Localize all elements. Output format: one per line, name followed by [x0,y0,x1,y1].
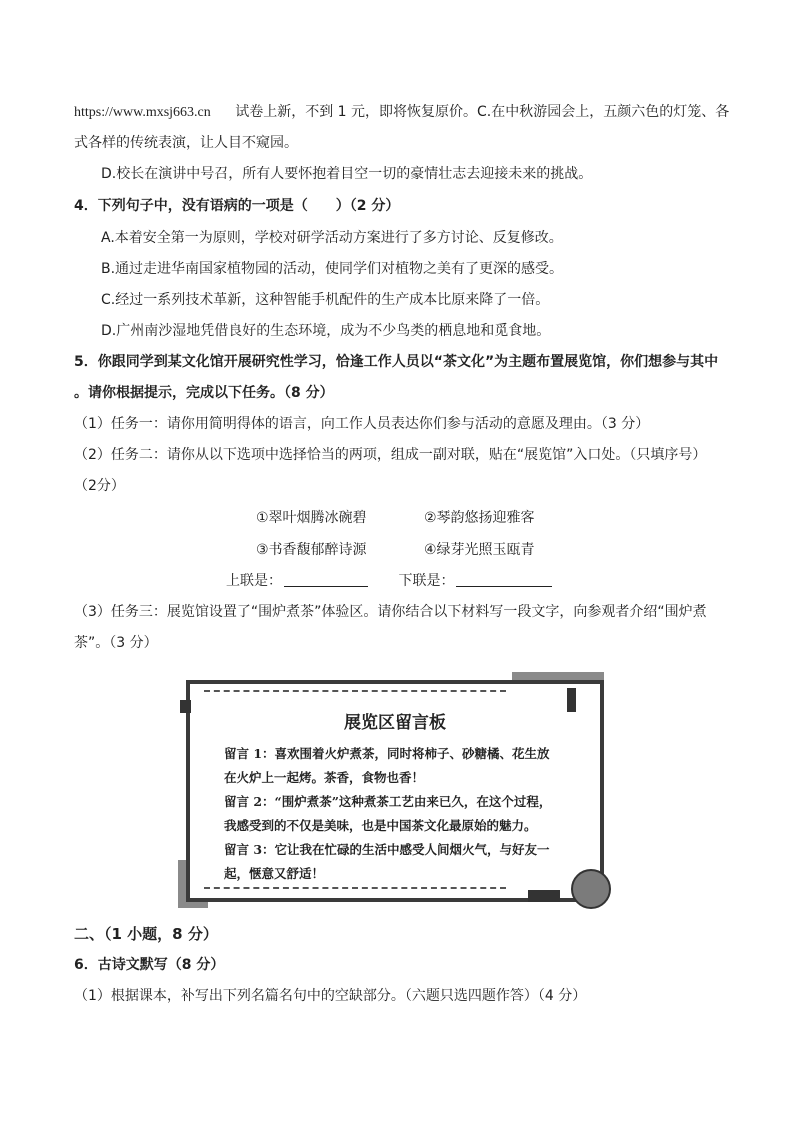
board-dashed-line-top [204,690,506,692]
board-circle-decoration [571,869,611,909]
option-c-continued: 式各样的传统表演，让人目不窥园。 [74,135,298,151]
task-3: （3）任务三：展览馆设置了“围炉煮茶”体验区。请你结合以下材料写一段文字，向参观者介绍“围炉煮 [74,604,707,620]
question-4-option-b: B.通过走进华南国家植物园的活动，使同学们对植物之美有了更深的感受。 [101,261,564,277]
source-url: https://www.mxsj663.cn [74,105,211,120]
header-line [74,102,729,123]
board-message-line: 留言 2：“围炉煮茶”这种煮茶工艺由来已久，在这个过程， [224,794,552,809]
question-4-option-d: D.广州南沙湿地凭借良好的生态环境，成为不少鸟类的栖息地和觅食地。 [101,323,551,339]
question-4-stem: 4．下列句子中，没有语病的一项是（ ）（2 分） [74,198,400,214]
question-5-stem: 5．你跟同学到某文化馆开展研究性学习，恰逢工作人员以“茶文化”为主题布置展览馆，你们想参与其中 [74,354,719,370]
question-5-stem-cont: 。请你根据提示，完成以下任务。（8 分） [74,385,334,401]
upper-couplet-label: 上联是： [226,573,282,589]
board-message-line: 留言 3：它让我在忙碌的生活中感受人间烟火气，与好友一 [224,842,550,857]
board-dashed-line-bottom [204,887,506,889]
lower-couplet-label: 下联是： [398,573,455,589]
choice-4: ④绿芽光照玉瓯青 [424,542,535,558]
lower-couplet-blank[interactable] [456,572,552,587]
section-2-title: 二、（1 小题，8 分） [74,925,218,943]
task-3-cont: 茶”。（3 分） [74,635,158,651]
choice-3: ③书香馥郁醉诗源 [256,542,367,558]
couplet-answer-row [226,571,556,591]
question-6-part-1: （1）根据课本，补写出下列名篇名句中的空缺部分。（六题只选四题作答）（4 分） [74,988,587,1004]
board-message-line: 起，惬意又舒适！ [224,866,325,881]
header-line-text: 试卷上新，不到 1 元，即将恢复原价。C.在中秋游园会上，五颜六色的灯笼、各 [235,104,730,120]
task-1: （1）任务一：请你用简明得体的语言，向工作人员表达你们参与活动的意愿及理由。（3 分） [74,416,650,432]
upper-couplet-blank[interactable] [284,572,368,587]
option-d: D.校长在演讲中号召，所有人要怀抱着目空一切的豪情壮志去迎接未来的挑战。 [101,166,593,182]
task-2-score: （2分） [74,478,125,494]
choice-1: ①翠叶烟腾冰碗碧 [256,510,367,526]
question-6-stem: 6．古诗文默写（8 分） [74,957,225,973]
task-2: （2）任务二：请你从以下选项中选择恰当的两项，组成一副对联，贴在“展览馆”入口处。（只填序号） [74,447,707,463]
board-message-line: 在火炉上一起烤。茶香，食物也香！ [224,770,425,785]
board-bottom-block [528,890,560,902]
choice-2: ②琴韵悠扬迎雅客 [424,510,535,526]
question-4-option-c: C.经过一系列技术革新，这种智能手机配件的生产成本比原来降了一倍。 [101,292,550,308]
board-title: 展览区留言板 [344,713,446,733]
board-message-line: 我感受到的不仅是美味，也是中国茶文化最原始的魅力。 [224,818,537,833]
board-message-line: 留言 1：喜欢围着火炉煮茶，同时将柿子、砂糖橘、花生放 [224,746,550,761]
question-4-option-a: A.本着安全第一为原则，学校对研学活动方案进行了多方讨论、反复修改。 [101,230,563,246]
